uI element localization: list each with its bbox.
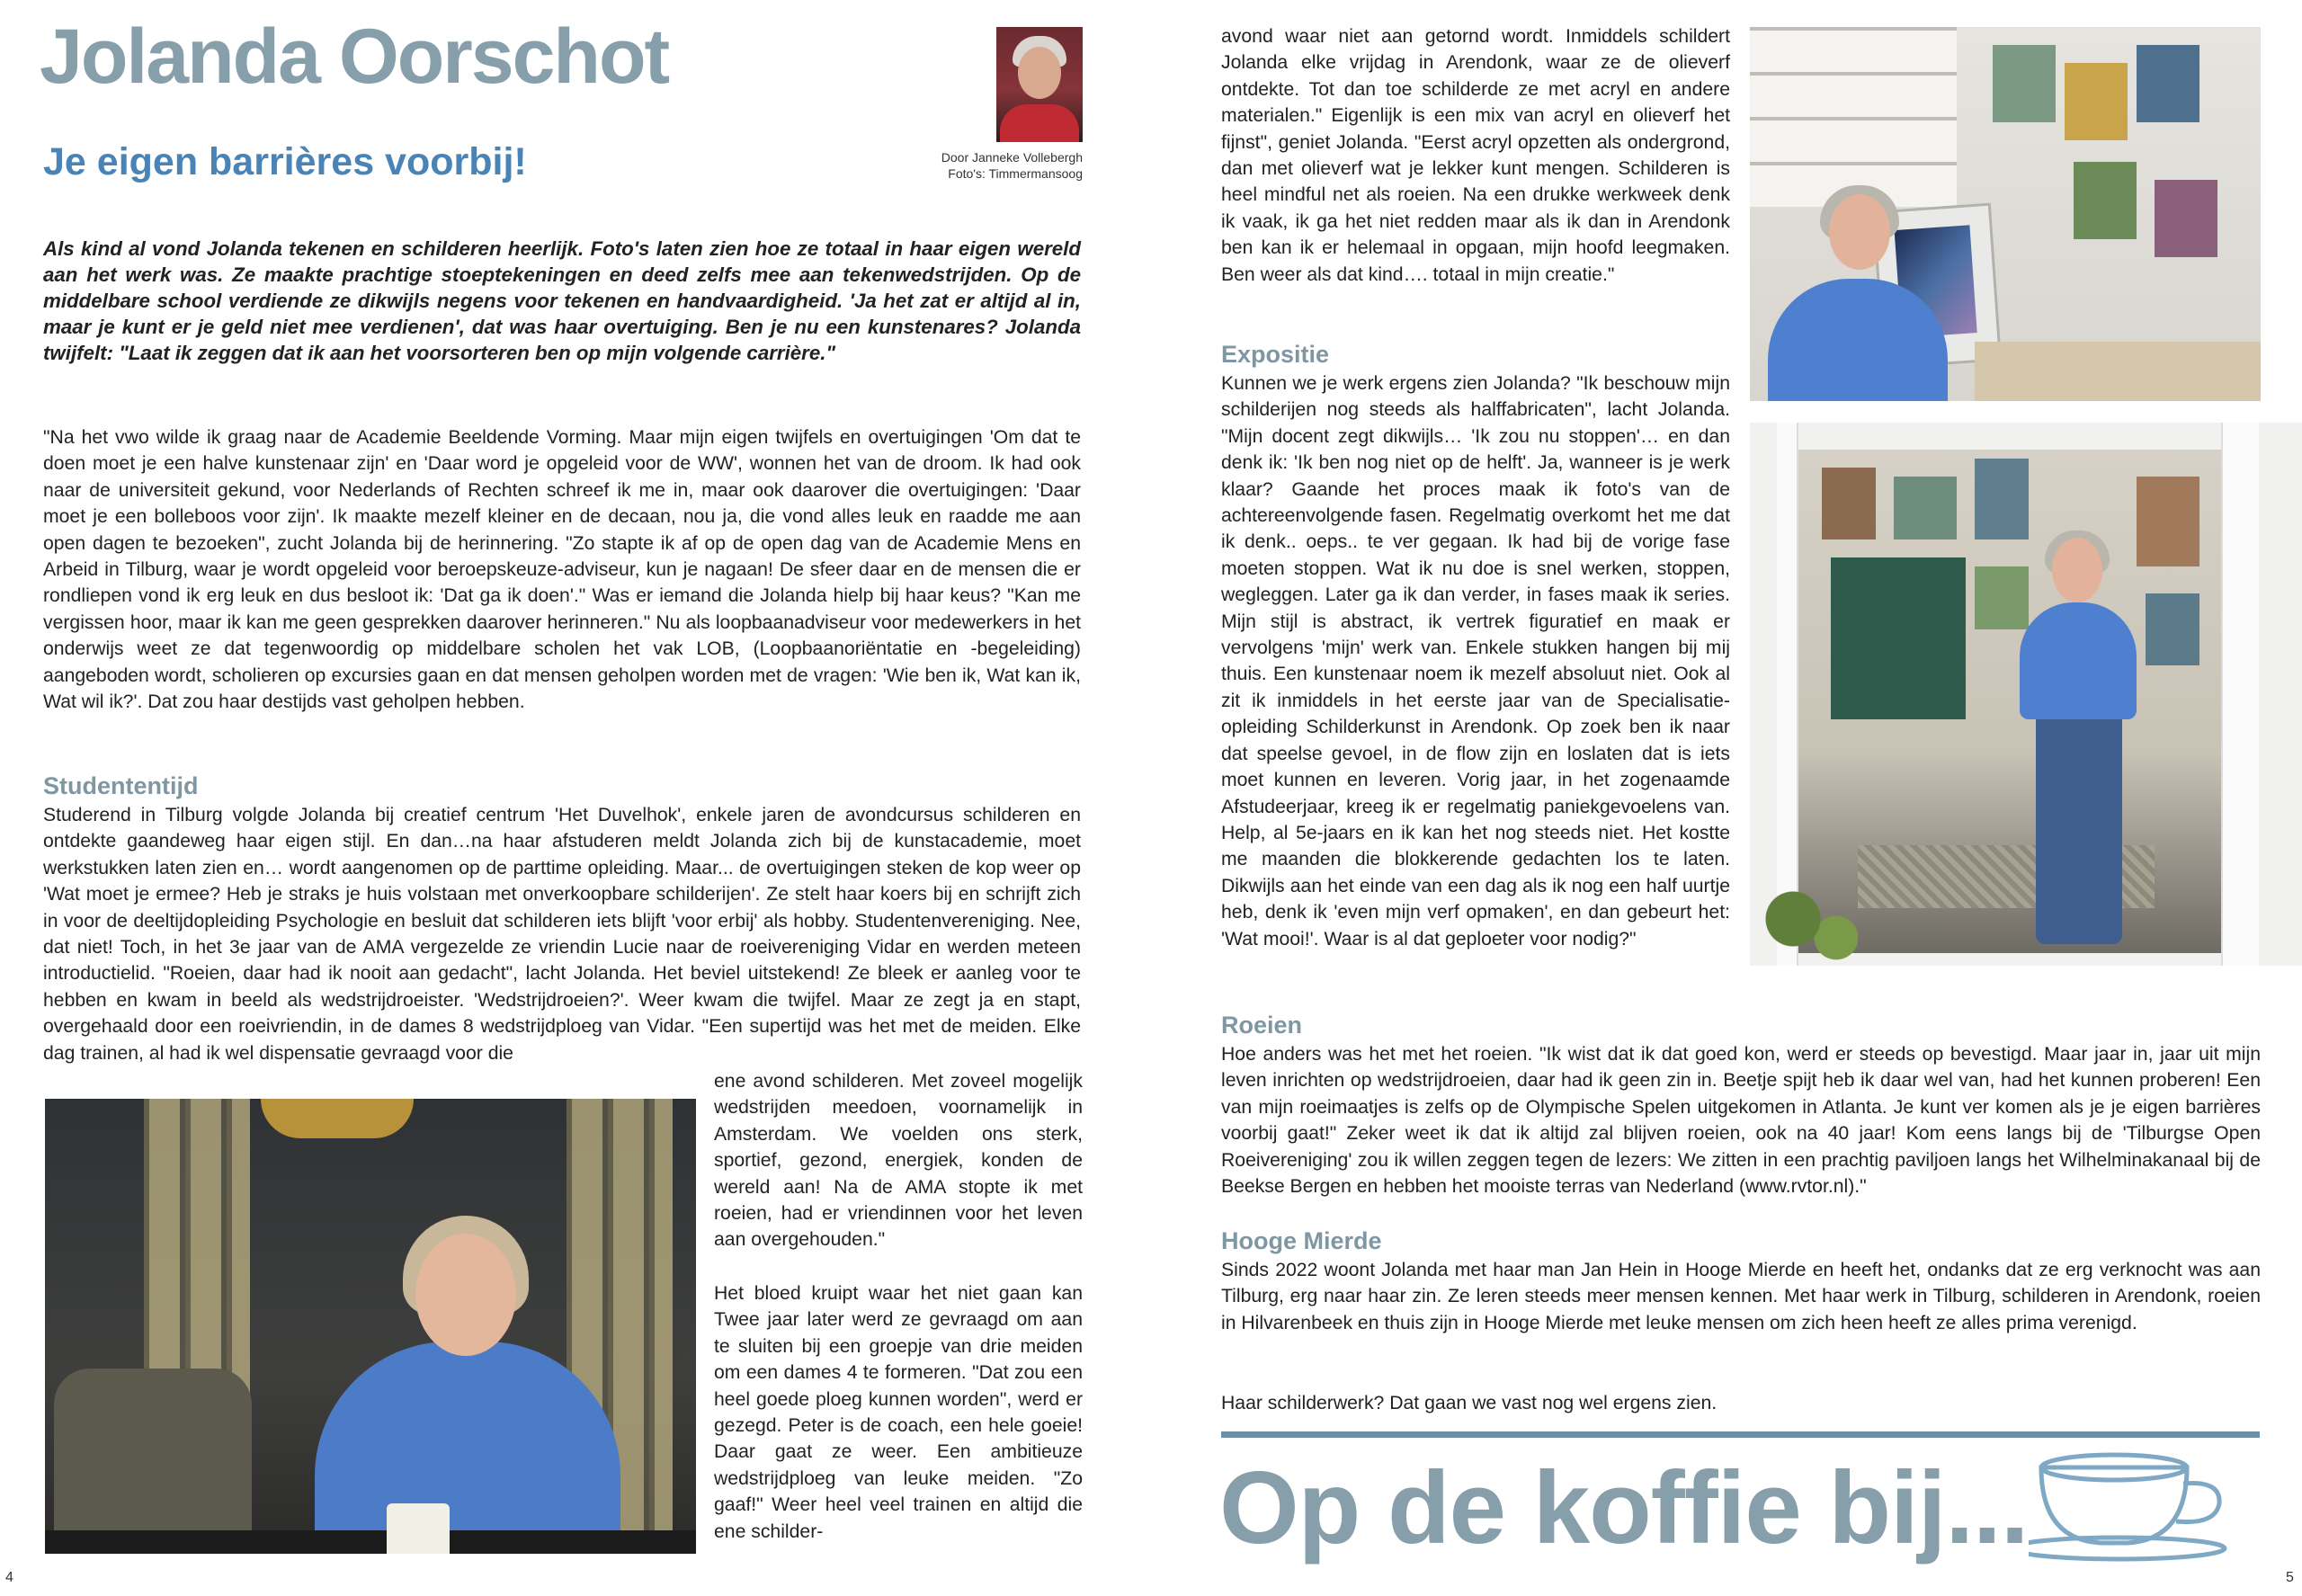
- coffee-cup-icon: [2029, 1449, 2244, 1563]
- photo-credit: Foto's: Timmermansoog: [948, 166, 1083, 181]
- body-paragraph: Sinds 2022 woont Jolanda met haar man Jan Hein in Hooge Mierde en heeft het, ondanks dat ze erg verknocht was aan Tilburg, erg naar haar zin. Ze leren steeds meer mensen kennen. Met haar werk in Tilburg, schilderen in Arendonk, roeien in Hilvarenbeek en thuis zijn in Hooge Mierde met leuke mensen om zich heen heeft ze alles prima verenigd.: [1221, 1260, 2261, 1333]
- section-heading-hooge-mierde: Hooge Mierde: [1221, 1227, 1382, 1254]
- body-paragraph: Kunnen we je werk ergens zien Jolanda? "Ik beschouw mijn schilderijen nog steeds als halffabricaten", lacht Jolanda. "Mijn docent zegt dikwijls… 'Ik zou nu stoppen'… en dan denk ik: 'Ik ben nog niet op de helft'. Ja, wanneer is je werk klaar? Gaande het proces maak ik foto's van de achtereenvolgende fasen. Regelmatig overkomt het me dat ik denk.. oeps.. te ver gegaan. Ik had bij de vorige fase moeten stoppen. Wat ik nu doe is snel werken, stoppen, wegleggen. Later ga ik dan verder, in fases maak ik series. Mijn stijl is abstract, ik vertrek figuratief en maak er vervolgens 'mijn' werk van. Enkele stukken hangen bij mij thuis. Een kunstenaar noem ik mezelf absoluut niet. Ook al zit ik inmiddels in het eerste jaar van de Specialisatie-opleiding Schilderkunst in Arendonk. Op zoek ben ik naar dat speelse gevoel, in de flow zijn en loslaten dat is iets moet kunnen en leveren. Vorig jaar, in het zogenaamde Afstudeerjaar, kreeg ik er regelmatig paniekgevoelens van. Help, al 5e-jaars en ik kan het nog steeds niet. Het kostte me maanden die blokkerende gedachten los te laten. Dikwijls aan het einde van een dag als ik nog een half uurtje heb, denk ik 'even mijn verf opmaken', en dan gebeurt het: 'Wat mooi!'. Waar is al dat geploeter voor nodig?": [1221, 373, 1730, 950]
- author-credit: Door Janneke Vollebergh: [941, 150, 1083, 165]
- article-subtitle: Je eigen barrières voorbij!: [43, 140, 527, 183]
- author-photo: [996, 27, 1083, 142]
- body-paragraph: Het bloed kruipt waar het niet gaan kan Twee jaar later werd ze gevraagd om aan te sluiten bij een groepje van drie meiden om een dames 4 te formeren. "Dat zou een heel goede ploeg kunnen worden", werd er gezegd. Peter is de coach, een hele goeie! Daar gaat ze weer. Een ambitieuze wedstrijdploeg van leuke meiden. "Zo gaaf!" Weer heel veel trainen en altijd die ene schilder-: [714, 1283, 1083, 1542]
- closing-line: Haar schilderwerk? Dat gaan we vast nog wel ergens zien.: [1221, 1393, 1718, 1413]
- section-rule: [1221, 1431, 2260, 1438]
- photo-jolanda-at-table: [45, 1099, 696, 1554]
- body-paragraph: Studerend in Tilburg volgde Jolanda bij creatief centrum 'Het Duvelhok', enkele jaren de avondcursus schilderen en ontdekte gaandeweg haar eigen stijl. En dan…na haar afstuderen meldt Jolanda zich bij de kunstacademie, moet werkstukken laten zien en… wordt aangenomen op de parttime opleiding. Maar... de overtuigingen steken de kop weer op 'Wat moet je ermee? Heb je straks je huis volstaan met onverkoopbare schilderijen'. Ze stelt haar koers bij en schrijft zich in voor de deeltijdopleiding Psychologie en besluit dat schilderen iets blijft 'voor erbij' als hobby. Studentenvereniging. Nee, dat niet! Toch, in het 3e jaar van de AMA vergezelde ze vriendin Lucie naar de roeivereniging Vidar en werden meteen introductielid. "Roeien, daar had ik nooit aan gedacht", lacht Jolanda. Het beviel uitstekend! Ze bleek er aanleg voor te hebben en kwam in beeld als wedstrijdroeister. 'Wedstrijdroeien?'. Weer kwam die twijfel. Maar ze zegt ja en stapt, overgehaald door een roeivriendin, in de dames 8 wedstrijdploeg van Vidar. "Een supertijd was het met de meiden. Elke dag trainen, al had ik wel dispensatie gevraagd voor die: [43, 805, 1081, 1064]
- page-number: 4: [5, 1570, 13, 1585]
- page-number: 5: [2286, 1570, 2294, 1585]
- photo-jolanda-in-studio-doorway: [1750, 423, 2302, 966]
- series-title: Op de koffie bij...: [1219, 1451, 2029, 1565]
- section-heading-studententijd: Studententijd: [43, 772, 199, 799]
- credits: [941, 149, 1083, 182]
- section-heading-expositie: Expositie: [1221, 341, 1330, 368]
- body-paragraph: "Na het vwo wilde ik graag naar de Academie Beeldende Vorming. Maar mijn eigen twijfels en overtuigingen 'Om dat te doen moet je een halve kunstenaar zijn' en 'Daar word je opgeleid voor de WW', wonnen het van de droom. Ik had ook naar de universiteit gekund, voor Nederlands of Rechten schreef ik me in, maar ook daarover die overtuigingen: 'Daar moet je een bolleboos voor zijn'. Ik maakte mezelf kleiner en de decaan, nou ja, die vond alles leuk en raadde me aan open dagen te bezoeken", zucht Jolanda bij de herinnering. "Zo stapte ik af op de open dag van de Academie Mens en Arbeid in Tilburg, waar je wordt opgeleid voor beroepskeuze-adviseur, kun je nagaan! De sfeer daar en de mensen die er rondliepen vond ik erg leuk en dus besloot ik: 'Dat ga ik doen'." Was er iemand die Jolanda hielp bij haar keus? "Kan me vergissen hoor, maar ik kan me geen gesprekken daarover herinneren." Nu als loopbaanadviseur voor medewerkers in het onderwijs weet ze dat tegenwoordig op middelbare scholen het vak LOB, (Loopbaanoriëntatie en -begeleiding) aangeboden wordt, scholieren op excursies gaan en dat mensen geholpen worden met de vragen: 'Wie ben ik, Wat kan ik, Wat wil ik?'. Dat zou haar destijds vast geholpen hebben.: [43, 427, 1081, 713]
- body-paragraph: Hoe anders was het met het roeien. "Ik wist dat ik dat goed kon, werd er steeds op bevestigd. Maar jaar in, jaar uit mijn leven inrichten op wedstrijdroeien, daar had ik geen zin in. Beetje spijt heb ik daar wel van, had het kunnen proberen! Een van mijn roeimaatjes is zelfs op de Olympische Spelen uitgekomen in Atlanta. Je kunt ver komen als je je eigen barrières voorbij gaat!" Zeker weet ik dat ik altijd zal blijven roeien, ook na 40 jaar! Kom eens langs bij de 'Tilburgse Open Roeivereniging' zou ik willen zeggen tegen de lezers: We zitten in een prachtig paviljoen langs het Wilhelminakanaal bij de Beekse Bergen en hebben het mooiste terras van Nederland (www.rvtor.nl).": [1221, 1044, 2261, 1198]
- body-paragraph: avond waar niet aan getornd wordt. Inmiddels schildert Jolanda elke vrijdag in Arendonk, waar ze de olieverf ontdekte. Tot dan toe schilderde ze met acryl en andere materialen." Eigenlijk is een mix van acryl en olieverf het fijnst", geniet Jolanda. "Eerst acryl opzetten als ondergrond, dan met olieverf wat je lekker kunt mengen. Schilderen is heel mindful net als roeien. Na een drukke werkweek denk ik vaak, ik ga het niet redden maar als ik dan in Arendonk ben kan ik er helemaal in opgaan, mijn hoofd leegmaken. Ben weer als dat kind…. totaal in mijn creatie.": [1221, 26, 1730, 285]
- body-paragraph: ene avond schilderen. Met zoveel mogelijk wedstrijden meedoen, voornamelijk in Amsterdam. We voelden ons sterk, sportief, gezond, energiek, konden de wereld aan! Na de AMA stopte ik met roeien, had er vriendinnen voor het leven aan overgehouden.": [714, 1071, 1083, 1251]
- photo-jolanda-painting: [1750, 27, 2261, 401]
- intro-paragraph: Als kind al vond Jolanda tekenen en schilderen heerlijk. Foto's laten zien hoe ze totaal in haar eigen wereld aan het werk was. Ze maakte prachtige stoeptekeningen en deed zelfs mee aan tekenwedstrijden. Op de middelbare school verdiende ze dikwijls negens voor tekenen en handvaardigheid. 'Ja het zat er altijd al in, maar je kunt er je geld niet mee verdienen', dat was haar overtuiging. Ben je nu een kunstenares? Jolanda twijfelt: "Laat ik zeggen dat ik aan het voorsorteren ben op mijn volgende carrière.": [43, 237, 1081, 364]
- article-title: Jolanda Oorschot: [40, 13, 669, 100]
- section-heading-roeien: Roeien: [1221, 1012, 1303, 1039]
